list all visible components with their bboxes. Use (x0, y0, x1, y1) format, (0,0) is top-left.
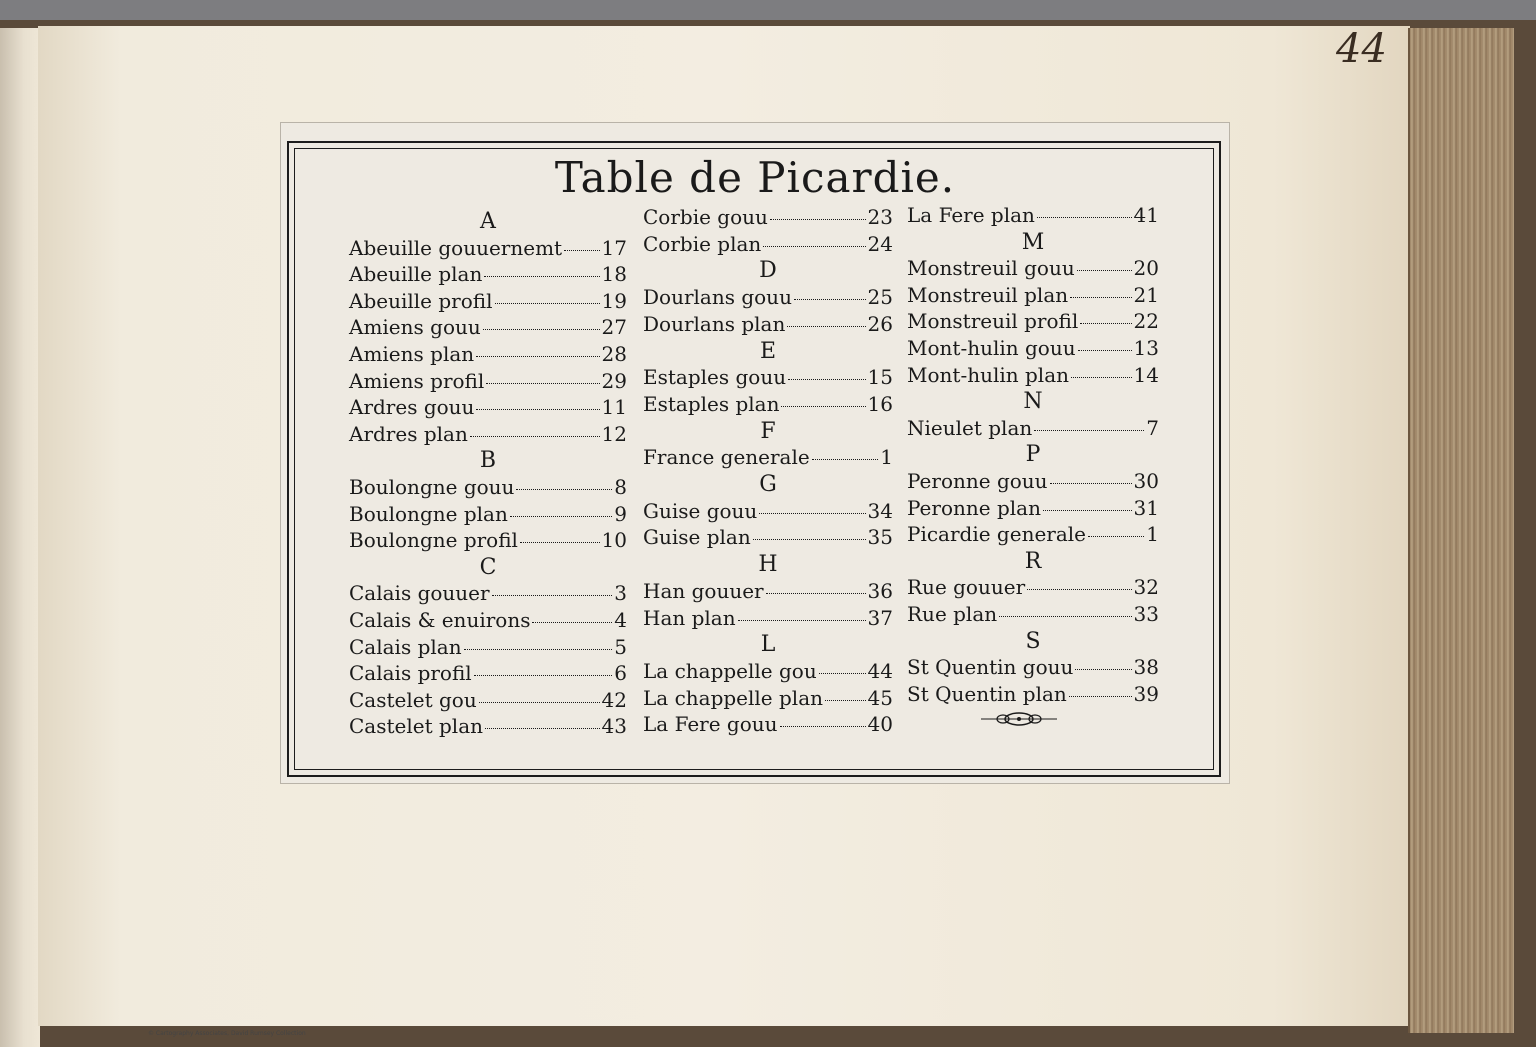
entry-page-number: 33 (1133, 602, 1159, 626)
dot-leader (819, 673, 866, 674)
entry-page-number: 21 (1133, 282, 1159, 307)
entry-label: La chappelle plan (643, 685, 823, 710)
entry-page-number: 15 (867, 365, 893, 390)
entry-page-number: 41 (1133, 203, 1159, 227)
index-entry (907, 363, 1159, 387)
section-letter: S (1025, 628, 1041, 654)
dot-leader (1070, 297, 1131, 298)
entry-page-number: 16 (867, 391, 893, 416)
entry-label: Guise plan (643, 525, 751, 550)
dot-leader (781, 406, 865, 407)
entry-page-number: 24 (867, 231, 893, 256)
entry-page-number: 1 (1146, 522, 1159, 547)
index-entry (907, 602, 1159, 626)
index-entry (349, 688, 627, 712)
dot-leader (788, 379, 865, 380)
entry-label: Castelet gou (349, 687, 477, 712)
entry-label: Picardie generale (907, 522, 1087, 547)
index-entry (349, 581, 627, 605)
index-entry (643, 365, 893, 389)
dot-leader (520, 542, 600, 543)
index-entry (349, 369, 627, 393)
dot-leader (479, 702, 600, 703)
index-entry (907, 469, 1159, 493)
entry-page-number: 32 (1133, 575, 1159, 600)
index-entry (349, 262, 627, 286)
entry-page-number: 13 (1133, 336, 1159, 360)
entry-label: Monstreuil gouu (907, 256, 1075, 281)
entry-page-number: 31 (1133, 495, 1159, 520)
entry-page-number: 17 (601, 235, 627, 260)
entry-label: Mont-hulin plan (907, 362, 1069, 387)
entry-label: Abeuille gouuernemt (349, 235, 563, 260)
entry-label: Estaples plan (643, 391, 780, 416)
entry-label: Boulongne profil (349, 528, 518, 553)
dot-leader (1077, 270, 1132, 271)
dot-leader (464, 649, 613, 650)
left-page-edge (0, 28, 40, 1047)
index-entry (643, 285, 893, 309)
dot-leader (812, 459, 879, 460)
index-entry (643, 392, 893, 416)
entry-page-number: 26 (867, 311, 893, 336)
dot-leader (1043, 510, 1132, 511)
entry-label: Boulongne plan (349, 501, 508, 526)
entry-page-number: 14 (1133, 362, 1159, 387)
index-entry (643, 525, 893, 549)
entry-page-number: 45 (867, 685, 893, 710)
entry-page-number: 44 (867, 658, 893, 683)
entry-page-number: 29 (601, 368, 627, 393)
entry-page-number: 35 (867, 525, 893, 550)
entry-page-number: 22 (1133, 309, 1159, 334)
index-entry (907, 309, 1159, 333)
index-entry (349, 661, 627, 685)
section-letter: R (1024, 548, 1042, 574)
section-letter: F (760, 418, 776, 444)
entry-label: Ardres gouu (349, 395, 475, 420)
entry-page-number: 40 (867, 712, 893, 737)
entry-page-number: 23 (867, 205, 893, 229)
engraved-plate (280, 122, 1230, 784)
entry-label: Guise gouu (643, 498, 758, 523)
section-letter: H (758, 552, 778, 578)
index-entry (643, 232, 893, 256)
entry-page-number: 3 (614, 581, 627, 606)
dot-leader (1071, 377, 1132, 378)
entry-page-number: 30 (1133, 469, 1159, 493)
entry-page-number: 6 (614, 661, 627, 686)
entry-page-number: 7 (1146, 415, 1159, 440)
copyright-note: © Cartography Associates, David Rumsey Collection (148, 1030, 306, 1037)
entry-label: Dourlans plan (643, 311, 786, 336)
entry-label: Amiens gouu (349, 315, 481, 340)
entry-label: France generale (643, 445, 810, 470)
dot-leader (780, 726, 866, 727)
dot-leader (1080, 323, 1131, 324)
entry-label: Peronne plan (907, 495, 1041, 520)
entry-page-number: 27 (601, 315, 627, 340)
dot-leader (1088, 536, 1144, 537)
page-fore-edge (1408, 28, 1514, 1033)
entry-page-number: 5 (614, 634, 627, 659)
index-entry (349, 236, 627, 260)
entry-label: Monstreuil plan (907, 282, 1069, 307)
entry-label: Amiens profil (349, 368, 485, 393)
entry-page-number: 34 (867, 498, 893, 523)
index-entry (349, 635, 627, 659)
dot-leader (1034, 430, 1144, 431)
index-entry (643, 312, 893, 336)
entry-label: Estaples gouu (643, 365, 787, 390)
entry-page-number: 39 (1133, 681, 1159, 706)
dot-leader (483, 329, 600, 330)
entry-page-number: 11 (601, 395, 627, 420)
dot-leader (492, 595, 613, 596)
entry-label: Han plan (643, 605, 736, 630)
entry-label: Calais profil (349, 661, 472, 686)
entry-label: La chappelle gou (643, 658, 817, 683)
index-entry (349, 528, 627, 552)
entry-label: Peronne gouu (907, 469, 1048, 493)
index-entry (643, 659, 893, 683)
dot-leader (470, 436, 600, 437)
dot-leader (1037, 217, 1132, 218)
index-entry (907, 256, 1159, 280)
entry-page-number: 38 (1133, 655, 1159, 680)
entry-page-number: 10 (601, 528, 627, 553)
dot-leader (484, 276, 599, 277)
index-entry (349, 395, 627, 419)
entry-label: Calais gouuer (349, 581, 490, 606)
index-entry (349, 502, 627, 526)
entry-label: Amiens plan (349, 342, 475, 366)
section-letter: B (479, 448, 497, 474)
entry-page-number: 12 (601, 421, 627, 446)
entry-page-number: 20 (1133, 256, 1159, 281)
entry-label: La Fere plan (907, 203, 1035, 227)
index-entry (907, 522, 1159, 546)
index-entry (907, 682, 1159, 706)
entry-label: Abeuille plan (349, 262, 483, 287)
entry-label: Nieulet plan (907, 415, 1033, 440)
entry-label: Han gouuer (643, 578, 764, 603)
dot-leader (476, 409, 599, 410)
section-letter: A (480, 209, 496, 234)
entry-label: Corbie gouu (643, 205, 768, 229)
entry-label: Abeuille profil (349, 288, 493, 313)
index-entry (643, 499, 893, 523)
entry-label: Corbie plan (643, 231, 762, 256)
dot-leader (476, 356, 599, 357)
dot-leader (1075, 669, 1131, 670)
section-letter: G (759, 472, 777, 497)
entry-page-number: 4 (614, 608, 627, 632)
dot-leader (787, 326, 865, 327)
section-letter: N (1023, 389, 1043, 415)
entry-page-number: 43 (601, 714, 627, 739)
index-entry (349, 422, 627, 446)
index-entry (907, 496, 1159, 520)
index-entry (907, 336, 1159, 360)
section-letter: D (759, 258, 777, 284)
index-entry (349, 342, 627, 366)
index-entry (349, 475, 627, 499)
entry-label: St Quentin plan (907, 681, 1067, 706)
dot-leader (474, 675, 613, 676)
section-letter: C (479, 554, 497, 580)
index-entry (643, 445, 893, 469)
table-title: Table de Picardie. (554, 153, 956, 202)
dot-leader (1027, 589, 1131, 590)
dot-leader (1069, 696, 1132, 697)
dot-leader (532, 622, 612, 623)
section-letter: L (760, 632, 776, 658)
index-entry (643, 712, 893, 736)
dot-leader (1078, 350, 1132, 351)
entry-label: Calais plan (349, 634, 462, 659)
dot-leader (1050, 483, 1132, 484)
entry-label: La Fere gouu (643, 712, 778, 737)
entry-page-number: 25 (867, 285, 893, 310)
dot-leader (738, 620, 866, 621)
index-entry (907, 575, 1159, 599)
entry-page-number: 36 (867, 578, 893, 603)
section-letter: M (1021, 229, 1045, 255)
dot-leader (770, 219, 866, 220)
dot-leader (753, 539, 866, 540)
index-entry (643, 579, 893, 603)
dot-leader (485, 728, 600, 729)
index-entry (349, 289, 627, 313)
entry-page-number: 42 (601, 687, 627, 712)
index-entry (643, 606, 893, 630)
entry-label: St Quentin gouu (907, 655, 1074, 680)
section-letter: E (759, 338, 777, 364)
index-entry (643, 205, 893, 229)
index-entry (907, 283, 1159, 307)
entry-label: Boulongne gouu (349, 475, 515, 499)
dot-leader (825, 700, 866, 701)
entry-page-number: 18 (601, 262, 627, 287)
entry-label: Dourlans gouu (643, 285, 792, 310)
entry-label: Calais & enuirons (349, 608, 531, 632)
dot-leader (759, 513, 865, 514)
index-entry (349, 714, 627, 738)
entry-page-number: 1 (880, 445, 893, 470)
dot-leader (486, 383, 599, 384)
index-entry (349, 608, 627, 632)
dot-leader (516, 489, 612, 490)
dot-leader (763, 246, 865, 247)
dot-leader (495, 303, 600, 304)
entry-page-number: 37 (867, 605, 893, 630)
dot-leader (564, 250, 599, 251)
entry-label: Ardres plan (349, 421, 468, 446)
entry-page-number: 28 (601, 342, 627, 366)
section-letter: P (1025, 442, 1041, 468)
index-entry (907, 655, 1159, 679)
entry-label: Rue plan (907, 602, 998, 626)
entry-page-number: 9 (614, 501, 627, 526)
dot-leader (510, 516, 612, 517)
entry-label: Castelet plan (349, 714, 483, 739)
index-entry (907, 416, 1159, 440)
ornament-icon (979, 711, 1059, 727)
dot-leader (794, 299, 866, 300)
entry-page-number: 8 (614, 475, 627, 499)
entry-label: Monstreuil profil (907, 309, 1079, 334)
entry-label: Mont-hulin gouu (907, 336, 1076, 360)
entry-page-number: 19 (601, 288, 627, 313)
entry-label: Rue gouuer (907, 575, 1026, 600)
dot-leader (999, 616, 1131, 617)
index-entry (907, 203, 1159, 227)
index-entry (349, 315, 627, 339)
dot-leader (766, 593, 866, 594)
page-number: 44 (1336, 26, 1387, 72)
index-entry (643, 686, 893, 710)
